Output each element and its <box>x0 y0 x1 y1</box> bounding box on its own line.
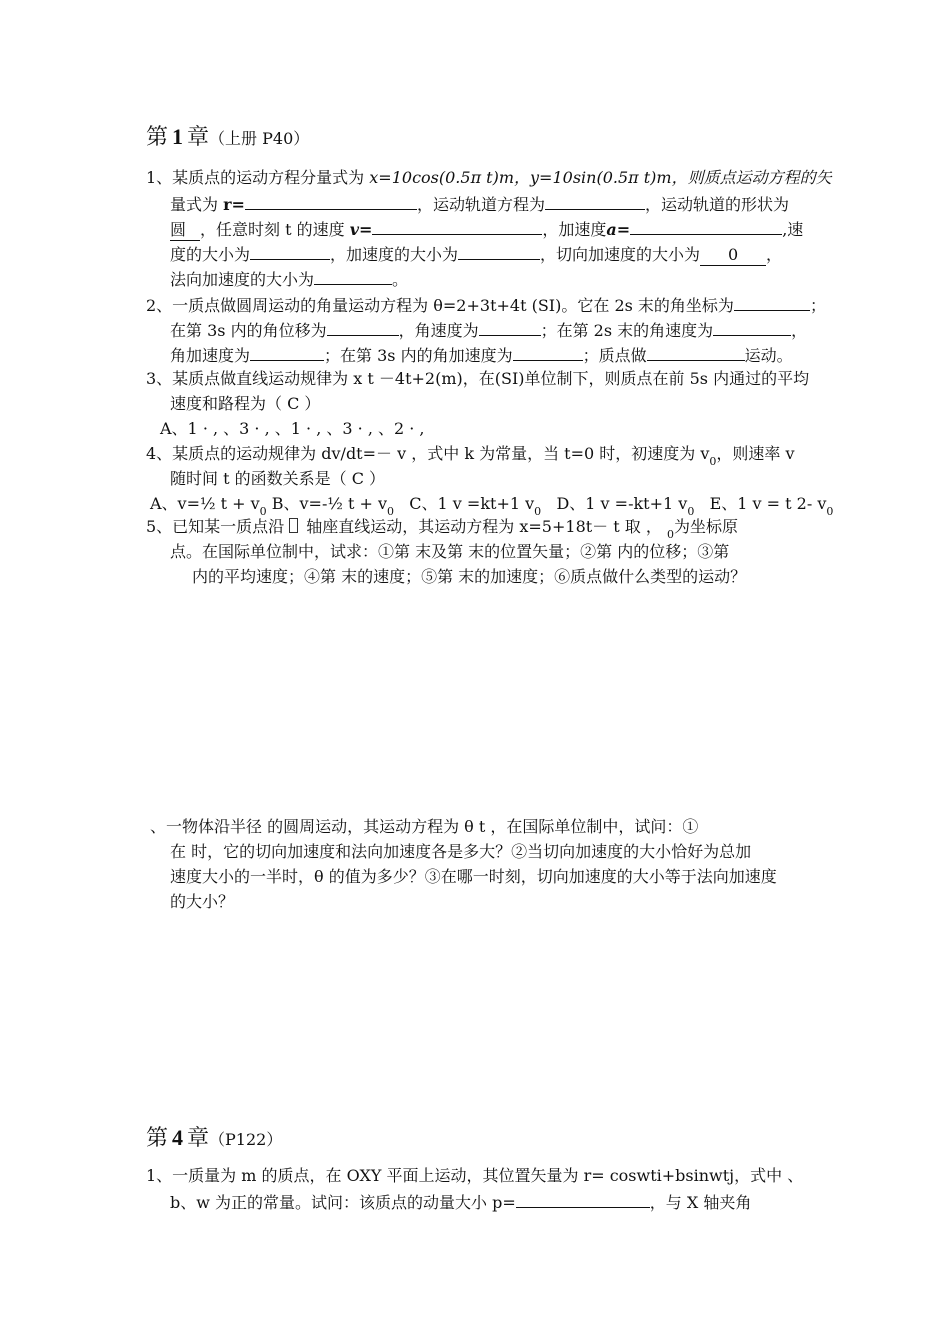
q6-line-2: 在 时，它的切向加速度和法向加速度各是多大？②当切向加速度的大小恰好为总加 <box>170 842 752 861</box>
answer-blank <box>630 218 782 235</box>
q4-options <box>150 494 833 516</box>
answer-blank <box>458 243 540 260</box>
q5-text: 轴座直线运动，其运动方程为 x=5+18t－ t 取 ， <box>306 517 667 536</box>
q6-line-3: 速度大小的一半时，θ 的值为多少？③在哪一时刻，切向加速度的大小等于法向加速度 <box>170 867 777 886</box>
answer-blank <box>372 218 542 235</box>
q3-line-2: 速度和路程为（ C ） <box>170 394 321 413</box>
answer-blank <box>245 193 417 210</box>
q7-text: b、w 为正的常量。试问：该质点的动量大小 p= <box>170 1193 516 1212</box>
q1-text: ， <box>766 245 783 264</box>
answer-blank <box>647 344 745 361</box>
q2-text: ， <box>791 321 808 340</box>
answer-blank <box>516 1191 650 1208</box>
q2-line-3 <box>170 344 793 366</box>
q5-text: 为坐标原 <box>673 517 738 536</box>
chapter-number: 4 <box>172 1125 184 1150</box>
q2-text: ，角速度为 <box>398 321 479 340</box>
q1-line-3 <box>170 218 803 241</box>
q1-line-4 <box>170 243 782 266</box>
q4-option-b: B、v=-½ t + v <box>271 494 388 513</box>
subscript: 0 <box>666 528 674 541</box>
q2-text: 2、一质点做圆周运动的角量运动方程为 θ=2+3t+4t (SI)。它在 2s 末的角坐标为 <box>146 296 734 315</box>
q1-text: 法向加速度的大小为 <box>170 270 315 289</box>
q2-text: ；在第 3s 内的角加速度为 <box>324 346 513 365</box>
chapter-suffix: 章 <box>187 1126 210 1151</box>
q1-text: ，运动轨道方程为 <box>416 195 545 214</box>
answer-blank <box>327 319 399 336</box>
answer-tangential: 0 <box>700 245 766 266</box>
answer-circle: 圆 <box>170 220 200 241</box>
subscript: 0 <box>687 505 695 518</box>
chapter-1-heading <box>146 120 309 151</box>
q5-line-3: 内的平均速度；④第 末的速度；⑤第 末的加速度；⑥质点做什么类型的运动？ <box>192 567 747 586</box>
q7-line-2 <box>170 1191 751 1213</box>
q2-text: ；在第 2s 末的角速度为 <box>540 321 714 340</box>
q2-text: ； <box>809 296 826 315</box>
subscript: 0 <box>387 505 395 518</box>
q1-text: ，任意时刻 t 的速度 <box>200 220 350 239</box>
q2-text: 角加速度为 <box>170 346 251 365</box>
q1-text: ，切向加速度的大小为 <box>540 245 701 264</box>
q4-line-2: 随时间 t 的函数关系是（ C ） <box>170 469 386 488</box>
q5-text: 5、已知某一质点沿 <box>146 517 290 536</box>
q3-options: A、1 · , 、3 · , 、1 · , 、3 · , 、2 · , <box>160 419 425 438</box>
q1-line-1 <box>146 168 832 188</box>
q1-text: ,速 <box>782 220 804 239</box>
q4-text: 4、某质点的运动规律为 dv/dt=－ v ，式中 k 为常量，当 t=0 时，初速度为 v <box>146 444 710 463</box>
q6-line-4: 的大小？ <box>170 892 235 911</box>
answer-blank <box>479 319 541 336</box>
q1-text: ，运动轨道的形状为 <box>644 195 789 214</box>
answer-blank <box>250 243 330 260</box>
chapter-4-heading <box>146 1121 282 1152</box>
q1-line-5 <box>170 268 408 290</box>
q1-v-label: v= <box>349 220 373 239</box>
chapter-suffix: 章 <box>187 125 210 150</box>
q1-text: 1、某质点的运动方程分量式为 <box>146 168 370 187</box>
q7-text: ，与 X 轴夹角 <box>649 1193 752 1212</box>
q2-text: 运动。 <box>744 346 793 365</box>
q2-line-2 <box>170 319 807 341</box>
q4-option-d: D、1 v =-kt+1 v <box>556 494 688 513</box>
q6-line-1: 、一物体沿半径 的圆周运动，其运动方程为 θ t ，在国际单位制中，试问：① <box>150 817 699 836</box>
q7-line-1: 1、一质量为 m 的质点，在 OXY 平面上运动，其位置矢量为 r= coswti+bsinwtj，式中 、 <box>146 1166 804 1185</box>
q1-text: 度的大小为 <box>170 245 251 264</box>
q4-option-e: E、1 v = t 2- v <box>709 494 827 513</box>
answer-blank <box>314 268 392 285</box>
q4-option-a: A、v=½ t + v <box>150 494 260 513</box>
q3-line-1: 3、某质点做直线运动规律为 x t －4t+2(m)，在(SI)单位制下，则质点在前 5s 内通过的平均 <box>146 369 810 388</box>
chapter-number: 1 <box>172 124 184 149</box>
q1-text: 。 <box>392 270 409 289</box>
chapter-prefix: 第 <box>146 125 169 150</box>
subscript: 0 <box>259 505 267 518</box>
chapter-note: （上册 P40） <box>209 129 310 148</box>
q2-text: 在第 3s 内的角位移为 <box>170 321 327 340</box>
q4-line-1 <box>146 444 795 466</box>
chapter-prefix: 第 <box>146 1126 169 1151</box>
q1-equation: x=10cos(0.5π t)m，y=10sin(0.5π t)m，则质点运动方程的矢 <box>369 168 832 187</box>
q1-r-label: r= <box>223 195 245 214</box>
q1-line-2 <box>170 193 789 215</box>
q2-line-1 <box>146 294 826 316</box>
missing-glyph-icon <box>289 518 298 533</box>
chapter-note: （P122） <box>209 1130 283 1149</box>
q5-line-1 <box>146 517 738 539</box>
subscript: 0 <box>709 455 717 468</box>
q4-text: ，则速率 v <box>716 444 795 463</box>
answer-blank <box>513 344 583 361</box>
answer-blank <box>734 294 810 311</box>
subscript: 0 <box>826 505 834 518</box>
q2-text: ；质点做 <box>582 346 647 365</box>
q4-option-c: C、1 v =kt+1 v <box>409 494 535 513</box>
answer-blank <box>250 344 324 361</box>
q1-a-label: a= <box>606 220 631 239</box>
answer-blank <box>545 193 645 210</box>
q1-text: ，加速度的大小为 <box>330 245 459 264</box>
q1-text: 量式为 <box>170 195 224 214</box>
q1-text: ，加速度 <box>542 220 607 239</box>
answer-blank <box>713 319 791 336</box>
q5-line-2: 点。在国际单位制中，试求：①第 末及第 末的位置矢量；②第 内的位移；③第 <box>170 542 730 561</box>
subscript: 0 <box>534 505 542 518</box>
